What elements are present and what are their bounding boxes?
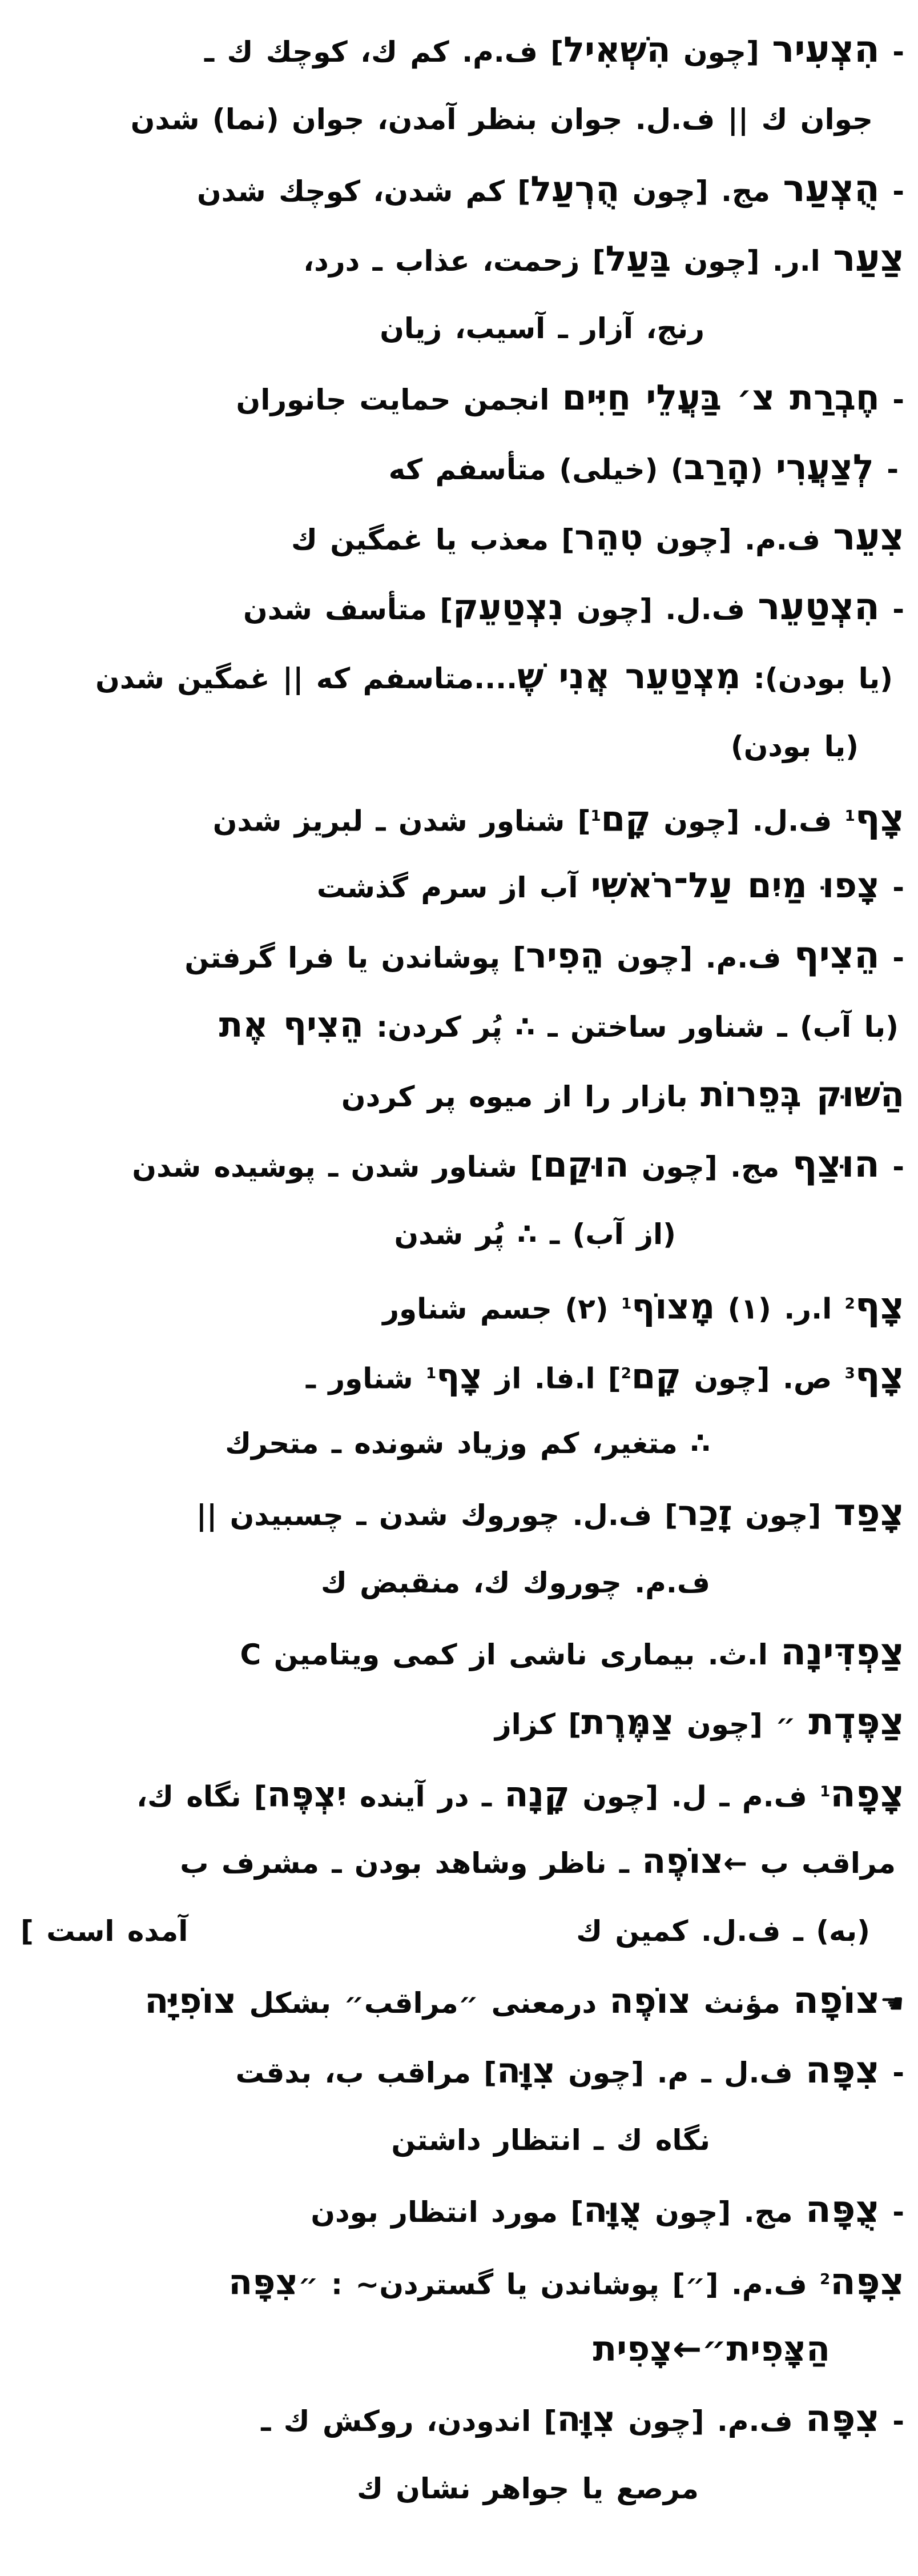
hebrew-text: צוֹפִיָּה — [144, 1981, 237, 2021]
persian-text: جوان ك || ف.ل. جوان بنظر آمدن، جوان (نما) شدن — [130, 103, 873, 136]
persian-text: ] پوشاندن یا فرا گرفتن — [184, 941, 526, 974]
hebrew-text: צָף — [855, 797, 904, 840]
persian-text: ] متأسف شدن — [243, 593, 453, 626]
persian-text: ا.ث. بیماری ناشی از کمی ویتامین — [261, 1638, 781, 1671]
hebrew-text: צָף — [855, 1285, 904, 1328]
persian-text: ] شناور شدن ـ پوشیده شدن — [132, 1150, 543, 1183]
hebrew-text: נִצְטַעֵק — [453, 587, 564, 628]
hebrew-text: צִוָּה — [497, 2051, 555, 2091]
hebrew-text: יִצְפֶּה — [267, 1774, 347, 1815]
dictionary-line — [21, 294, 904, 363]
dictionary-line — [21, 2175, 904, 2245]
dictionary-line — [21, 1548, 904, 1618]
hebrew-text: חֶבְרַת צ׳ בַּעֲלֵי חַיִּים — [562, 378, 880, 418]
hebrew-text: צֻפָּה — [805, 2188, 880, 2231]
dictionary-line — [21, 224, 904, 294]
hebrew-text: צִפָּה — [805, 2397, 880, 2440]
dictionary-line — [21, 712, 904, 781]
persian-text: [چون — [732, 1499, 834, 1532]
hebrew-text: הִשְׁאִיל — [563, 30, 671, 70]
persian-text: ∴ متغیر، کم وزیاد شونده ـ متحرك — [225, 1427, 710, 1460]
persian-text: - — [879, 2056, 904, 2089]
hebrew-text: מָצוֹף — [631, 1286, 715, 1327]
hebrew-text: הִצְטַעֵר — [758, 585, 880, 628]
superscript-index: 1 — [844, 808, 855, 825]
persian-text: ـ ناظر وشاهد بودن ـ مشرف ب — [180, 1847, 642, 1880]
hebrew-text: צוֹפֶה — [609, 1981, 691, 2021]
persian-text: رنج، آزار ـ آسیب، زیان — [380, 312, 704, 345]
dictionary-line — [21, 1618, 904, 1687]
hebrew-text: בַּעַל — [605, 239, 671, 279]
dictionary-line — [21, 2245, 904, 2314]
dictionary-line — [21, 1130, 904, 1199]
hebrew-text: קָם — [631, 1356, 682, 1397]
dictionary-line — [21, 1060, 904, 1130]
hebrew-text: צִפָּה — [830, 2260, 904, 2304]
hebrew-text: צוֹפָה — [793, 1979, 880, 2022]
persian-text: (از آب) ـ ∴ پُر شدن — [394, 1218, 676, 1251]
persian-text: - — [879, 2196, 904, 2229]
hebrew-text: הֻרְעַל — [530, 169, 620, 210]
persian-text: - — [879, 2405, 904, 2438]
hebrew-text: צַמֶּרֶת — [581, 1702, 674, 1743]
persian-text: - — [879, 1150, 904, 1183]
hebrew-text: הַשּׁוּק בְּפֵרוֹת — [700, 1074, 904, 1115]
hebrew-text: צָף — [436, 1356, 483, 1397]
persian-text: - — [879, 383, 904, 416]
superscript-index: 2 — [844, 1295, 855, 1313]
persian-text: مج. [چون — [642, 2196, 806, 2229]
latin-text: C — [240, 1638, 261, 1671]
persian-text: مؤنث — [691, 1987, 794, 2020]
persian-text: ف.م. [چون — [643, 523, 834, 556]
dictionary-line — [21, 572, 904, 642]
persian-text: شناور ـ — [305, 1362, 426, 1395]
hebrew-text: הָרַב — [683, 447, 750, 488]
hebrew-text: הוּצַף — [792, 1143, 880, 1186]
persian-text: [چون — [670, 35, 772, 69]
hebrew-text: צָפוּ מַיִם עַל־רֹאשִׁי — [590, 865, 880, 906]
persian-text: ] زحمت، عذاب ـ درد، — [303, 244, 606, 278]
persian-text: نگاه ك ـ انتظار داشتن — [391, 2124, 710, 2157]
persian-text: (به) ـ ف.ل. کمین ك — [576, 1915, 870, 1948]
persian-text: (۲) جسم شناور — [382, 1292, 622, 1326]
carried-over-text: [ آمده است — [21, 1915, 188, 1948]
hebrew-text: טִהֵר — [574, 517, 643, 558]
persian-text: (یا بودن): — [740, 662, 893, 695]
dictionary-line — [21, 2314, 904, 2384]
superscript-index: 3 — [844, 1365, 855, 1382]
hebrew-text: צָפַד — [834, 1491, 904, 1534]
persian-text: ....متاسفم که || غمگین شدن — [95, 662, 518, 695]
persian-text: انجمن حمایت جانوران — [236, 383, 562, 416]
persian-text: درمعنی ״مراقب״ بشكل — [236, 1987, 610, 2020]
persian-text: - — [879, 175, 904, 208]
persian-text: ] مراقب ب، بدقت — [235, 2056, 497, 2089]
persian-text: ف.ل ـ م. [چون — [555, 2056, 806, 2089]
persian-text: ] معذب یا غمگین ك — [291, 523, 575, 556]
superscript-index: 1 — [426, 1365, 437, 1382]
dictionary-line — [21, 642, 904, 712]
dictionary-line — [21, 1687, 904, 1757]
dictionary-line — [21, 154, 904, 224]
persian-text: ف.م. [چون — [603, 941, 794, 974]
persian-text: ] ا.فا. از — [482, 1362, 621, 1395]
dictionary-line — [21, 1199, 904, 1269]
hebrew-text: צַפְדִּינָה — [780, 1631, 904, 1674]
hebrew-text: צִפָּה — [805, 2049, 880, 2092]
persian-text: ( — [750, 453, 776, 486]
hebrew-text: הֵצִיף אֶת — [219, 1005, 364, 1045]
persian-text: ف.م ـ ل. [چون — [569, 1780, 820, 1813]
superscript-index: 1 — [621, 1295, 632, 1313]
hebrew-text: זָכַר — [678, 1493, 732, 1534]
dictionary-line — [21, 851, 904, 921]
persian-text: ] کزاز — [494, 1708, 582, 1741]
dictionary-line — [21, 85, 904, 154]
dictionary-line — [21, 1896, 904, 1966]
dictionary-line — [21, 1827, 904, 1896]
persian-text: (با آب) ـ شناور ساختن ـ ∴ پُر کردن: — [363, 1010, 899, 1044]
dictionary-line — [21, 1757, 904, 1827]
persian-text: ] ف.ل. چوروك شدن ـ چسبیدن || — [196, 1499, 678, 1532]
hebrew-text: צִפָּה — [228, 2262, 299, 2303]
dictionary-line — [21, 781, 904, 851]
superscript-index: 2 — [820, 2271, 831, 2288]
dictionary-line — [21, 990, 904, 1060]
persian-text: آب از سرم گذشت — [316, 871, 591, 904]
dictionary-line — [21, 2105, 904, 2175]
dictionary-line — [21, 2036, 904, 2105]
persian-text: - — [873, 453, 899, 486]
persian-text: مرصع یا جواهر نشان ك — [357, 2472, 699, 2505]
persian-text: مج. [چون — [629, 1150, 792, 1183]
dictionary-line — [21, 1966, 904, 2036]
persian-text: ف.م. [چون — [615, 2405, 806, 2438]
hebrew-text: לְצַעֲרִי — [775, 447, 874, 488]
dictionary-line — [21, 1269, 904, 1339]
persian-text: ا.ر. (۱) — [715, 1292, 845, 1326]
persian-text: - — [879, 593, 904, 626]
superscript-index: 1 — [820, 1783, 831, 1800]
pointing-hand-icon: ☚ — [880, 1988, 904, 2020]
persian-text: ف.ل. [چون — [563, 593, 758, 626]
persian-text: ] اندودن، روکش ك ـ — [261, 2405, 557, 2438]
persian-text: ا.ر. [چون — [671, 244, 834, 278]
persian-text: ״ [چون — [674, 1708, 809, 1741]
persian-text: ] مورد انتظار بودن — [311, 2196, 584, 2229]
hebrew-text: צִעֵר — [833, 516, 904, 559]
dictionary-line — [21, 2454, 904, 2523]
hebrew-text: הֵצִיף — [794, 934, 880, 977]
hebrew-text: קָם — [601, 799, 651, 840]
persian-text: ف.ل. [چون — [651, 804, 845, 838]
hebrew-text: צַעַר — [833, 237, 904, 280]
persian-text: ) (خیلی) متأسفم که — [388, 453, 684, 486]
persian-text: مج. [چون — [619, 175, 783, 208]
hebrew-text: הוּקַם — [543, 1145, 629, 1185]
dictionary-line — [21, 503, 904, 572]
persian-text: ] ف.م. کم ك، کوچك ك ـ — [204, 35, 564, 69]
hebrew-text: הֻצְעַר — [783, 167, 880, 210]
hebrew-text: צָף — [855, 1354, 904, 1398]
hebrew-text: הִצְעִיר — [772, 28, 880, 71]
dictionary-line — [21, 921, 904, 990]
persian-text: ص. [چون — [681, 1362, 845, 1395]
hebrew-text: צָפָה — [830, 1772, 904, 1816]
dictionary-line — [21, 1409, 904, 1478]
dictionary-line — [21, 2384, 904, 2454]
persian-text: ] شناور شدن ـ لبریز شدن — [212, 804, 591, 838]
dictionary-line — [21, 433, 904, 503]
persian-text: ] نگاه ك، — [136, 1780, 267, 1813]
dictionary-line — [21, 1339, 904, 1409]
hebrew-text: צֻוָּה — [583, 2190, 642, 2230]
persian-text: مراقب ب ← — [723, 1847, 896, 1880]
persian-text: - — [879, 35, 904, 69]
hebrew-text: צַפֶּדֶת — [808, 1700, 904, 1743]
superscript-index: 1 — [590, 808, 601, 825]
dictionary-line — [21, 1478, 904, 1548]
hebrew-text: צִוָּה — [557, 2399, 616, 2439]
hebrew-text: קָנָה — [504, 1774, 570, 1815]
hebrew-text: צוֹפֶה — [642, 1841, 724, 1881]
hebrew-text: מִצְטַעֵר אֲנִי שֶׁ — [517, 656, 741, 697]
persian-text: - — [879, 941, 904, 974]
persian-text: بازار را از میوه پر کردن — [341, 1080, 701, 1113]
persian-text: (یا بودن) — [730, 730, 859, 763]
dictionary-line — [21, 15, 904, 85]
persian-text: ] کم شدن، کوچك شدن — [196, 175, 531, 208]
persian-text: ف.م. [״] پوشاندن یا گستردن~ : ״ — [298, 2268, 820, 2301]
dictionary-line — [21, 363, 904, 433]
persian-text: - — [879, 871, 904, 904]
hebrew-text: הֵפִיר — [526, 936, 604, 976]
superscript-index: 2 — [621, 1365, 631, 1382]
persian-text: ف.م. چوروك ك، منقبض ك — [320, 1566, 710, 1599]
hebrew-text: הַצָּפִית״←צָפִית — [593, 2329, 830, 2369]
persian-text: ـ در آینده — [347, 1780, 505, 1813]
